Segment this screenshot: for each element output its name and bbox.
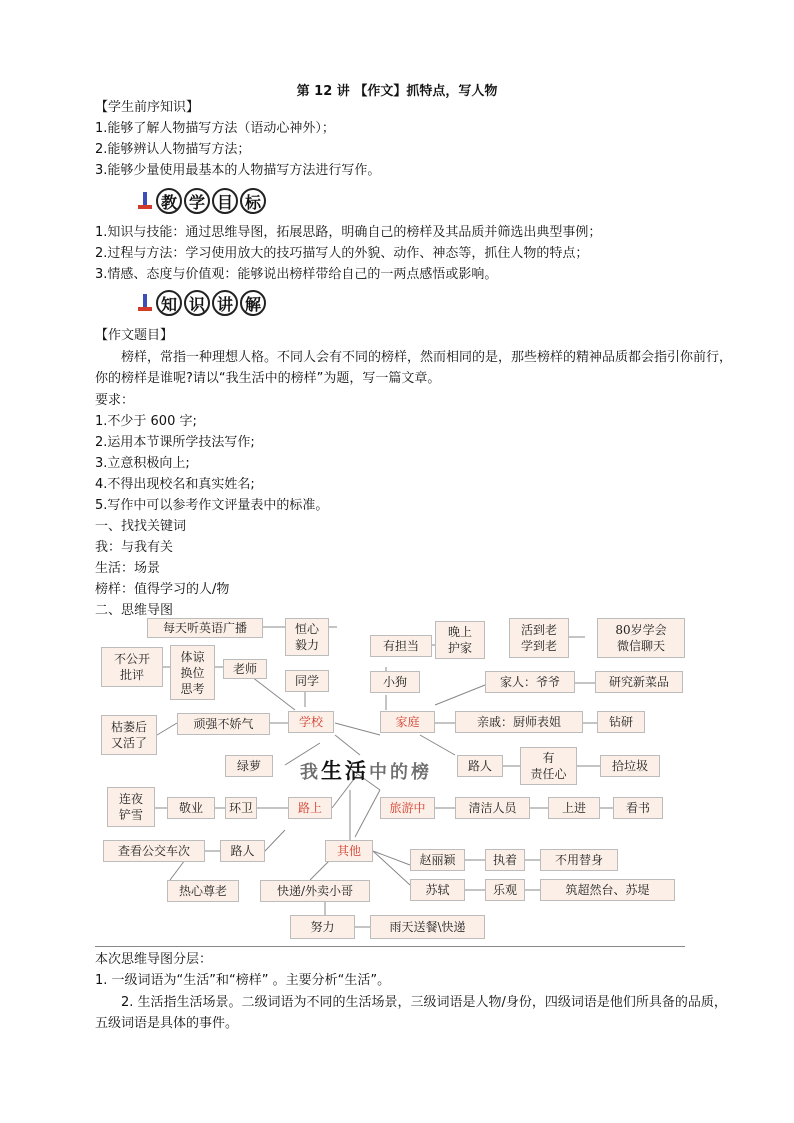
mm-node: 小狗	[370, 671, 420, 693]
requirement-item: 3.立意积极向上;	[95, 456, 190, 471]
goal-item: 1.知识与技能：通过思维导图，拓展思路，明确自己的榜样及其品质并筛选出典型事例；	[95, 225, 602, 240]
prior-item: 3.能够少量使用最基本的人物描写方法进行写作。	[95, 163, 381, 178]
mm-node: 上进	[548, 797, 600, 819]
mm-node: 热心尊老	[167, 880, 239, 902]
mm-node: 绿萝	[225, 755, 273, 777]
mm-node: 看书	[613, 797, 663, 819]
mm-node: 雨天送餐\快递	[370, 915, 485, 939]
summary-heading: 本次思维导图分层：	[95, 952, 213, 967]
mm-node: 清洁人员	[455, 797, 530, 819]
mm-node: 体谅 换位 思考	[170, 645, 215, 700]
mm-node: 不用替身	[540, 849, 618, 871]
mm-node: 家人：爷爷	[485, 671, 575, 693]
mm-node: 80岁学会 微信聊天	[597, 618, 685, 658]
keywords-heading: 一、找找关键词	[95, 519, 187, 534]
prior-heading: 【学生前序知识】	[95, 100, 200, 115]
mm-node: 恒心 毅力	[285, 618, 329, 656]
keyword-item: 生活：场景	[95, 561, 161, 576]
mm-node: 查看公交车次	[103, 840, 205, 862]
mm-node: 亲戚：厨师表姐	[455, 711, 583, 733]
mm-node: 苏轼	[410, 879, 465, 901]
page-title: 第 12 讲 【作文】抓特点，写人物	[296, 84, 498, 99]
mm-node-level2: 路上	[288, 797, 332, 819]
mm-node: 有担当	[370, 635, 432, 657]
mm-node: 快递/外卖小哥	[260, 880, 370, 902]
banner-char: 知	[156, 290, 182, 316]
banner-char: 解	[240, 290, 266, 316]
mm-node: 赵丽颖	[410, 849, 465, 871]
mm-node: 路人	[220, 840, 265, 862]
center-word: 我	[300, 762, 321, 783]
keyword-item: 我：与我有关	[95, 540, 174, 555]
mm-node: 敬业	[167, 797, 215, 819]
center-word: 中的榜	[369, 762, 432, 783]
prior-item: 2.能够辨认人物描写方法；	[95, 142, 251, 157]
mm-node-level2: 家庭	[380, 711, 435, 733]
pencil-icon	[138, 190, 152, 212]
banner-char: 识	[184, 290, 210, 316]
summary-item: 1. 一级词语为“生活”和“榜样” 。主要分析“生活”。	[95, 973, 391, 988]
mm-node: 努力	[290, 915, 355, 939]
requirement-item: 2.运用本节课所学技法写作;	[95, 435, 255, 450]
essay-heading: 【作文题目】	[95, 328, 174, 343]
essay-prompt: 榜样，常指一种理想人格。不同人会有不同的榜样，然而相同的是，那些榜样的精神品质都会指引你前行，你的榜样是谁呢?请以“我生活中的榜样”为题，写一篇文章。	[95, 350, 733, 386]
requirement-item: 4.不得出现校名和真实姓名;	[95, 477, 255, 492]
mind-map	[95, 615, 695, 945]
knowledge-banner	[138, 288, 268, 318]
requirement-item: 1.不少于 600 字;	[95, 414, 197, 429]
prior-item: 1.能够了解人物描写方法（语动心神外）；	[95, 121, 335, 136]
mm-node: 每天听英语广播	[147, 618, 263, 638]
keyword-item: 榜样：值得学习的人/物	[95, 582, 230, 597]
mm-node: 连夜 铲雪	[107, 787, 155, 827]
pencil-icon	[138, 292, 152, 314]
mm-node: 筑超然台、苏堤	[540, 879, 675, 901]
mm-node: 钻研	[597, 711, 645, 733]
goal-item: 2.过程与方法：学习使用放大的技巧描写人的外貌、动作、神态等，抓住人物的特点；	[95, 246, 589, 261]
mm-node-level2: 其他	[325, 840, 373, 862]
mm-node: 老师	[223, 659, 267, 679]
mm-node: 活到老 学到老	[509, 618, 569, 658]
mm-node: 路人	[457, 755, 503, 777]
summary-item: 2. 生活指生活场景。二级词语为不同的生活场景，三级词语是人物/身份，四级词语是他们所具备的品质，五级词语是具体的事件。	[95, 995, 727, 1031]
teaching-goals-banner	[138, 186, 268, 216]
mm-node: 环卫	[225, 797, 257, 819]
mm-node-level2: 学校	[288, 711, 334, 733]
mm-node: 拾垃圾	[600, 755, 660, 777]
banner-char: 教	[156, 188, 182, 214]
mind-map-center	[300, 755, 432, 785]
center-word-main: 生活	[321, 759, 369, 783]
goal-item: 3.情感、态度与价值观：能够说出榜样带给自己的一两点感悟或影响。	[95, 267, 498, 282]
mindmap-heading: 二、思维导图	[95, 603, 174, 618]
requirement-item: 5.写作中可以参考作文评量表中的标准。	[95, 498, 329, 513]
mm-node: 研究新菜品	[595, 671, 683, 693]
mm-node: 乐观	[485, 879, 525, 901]
banner-char: 讲	[212, 290, 238, 316]
mm-node-level2: 旅游中	[380, 797, 435, 819]
banner-char: 标	[240, 188, 266, 214]
mm-node: 同学	[285, 670, 329, 692]
banner-char: 学	[184, 188, 210, 214]
mm-node: 晚上 护家	[435, 621, 485, 659]
mm-node: 有 责任心	[520, 747, 577, 785]
mm-node: 枯萎后 又活了	[101, 715, 157, 755]
mm-node: 执着	[485, 849, 525, 871]
banner-char: 目	[212, 188, 238, 214]
divider	[95, 946, 685, 947]
mm-node: 顽强不娇气	[177, 713, 270, 735]
mm-node: 不公开 批评	[101, 647, 163, 687]
requirements-heading: 要求：	[95, 393, 135, 408]
